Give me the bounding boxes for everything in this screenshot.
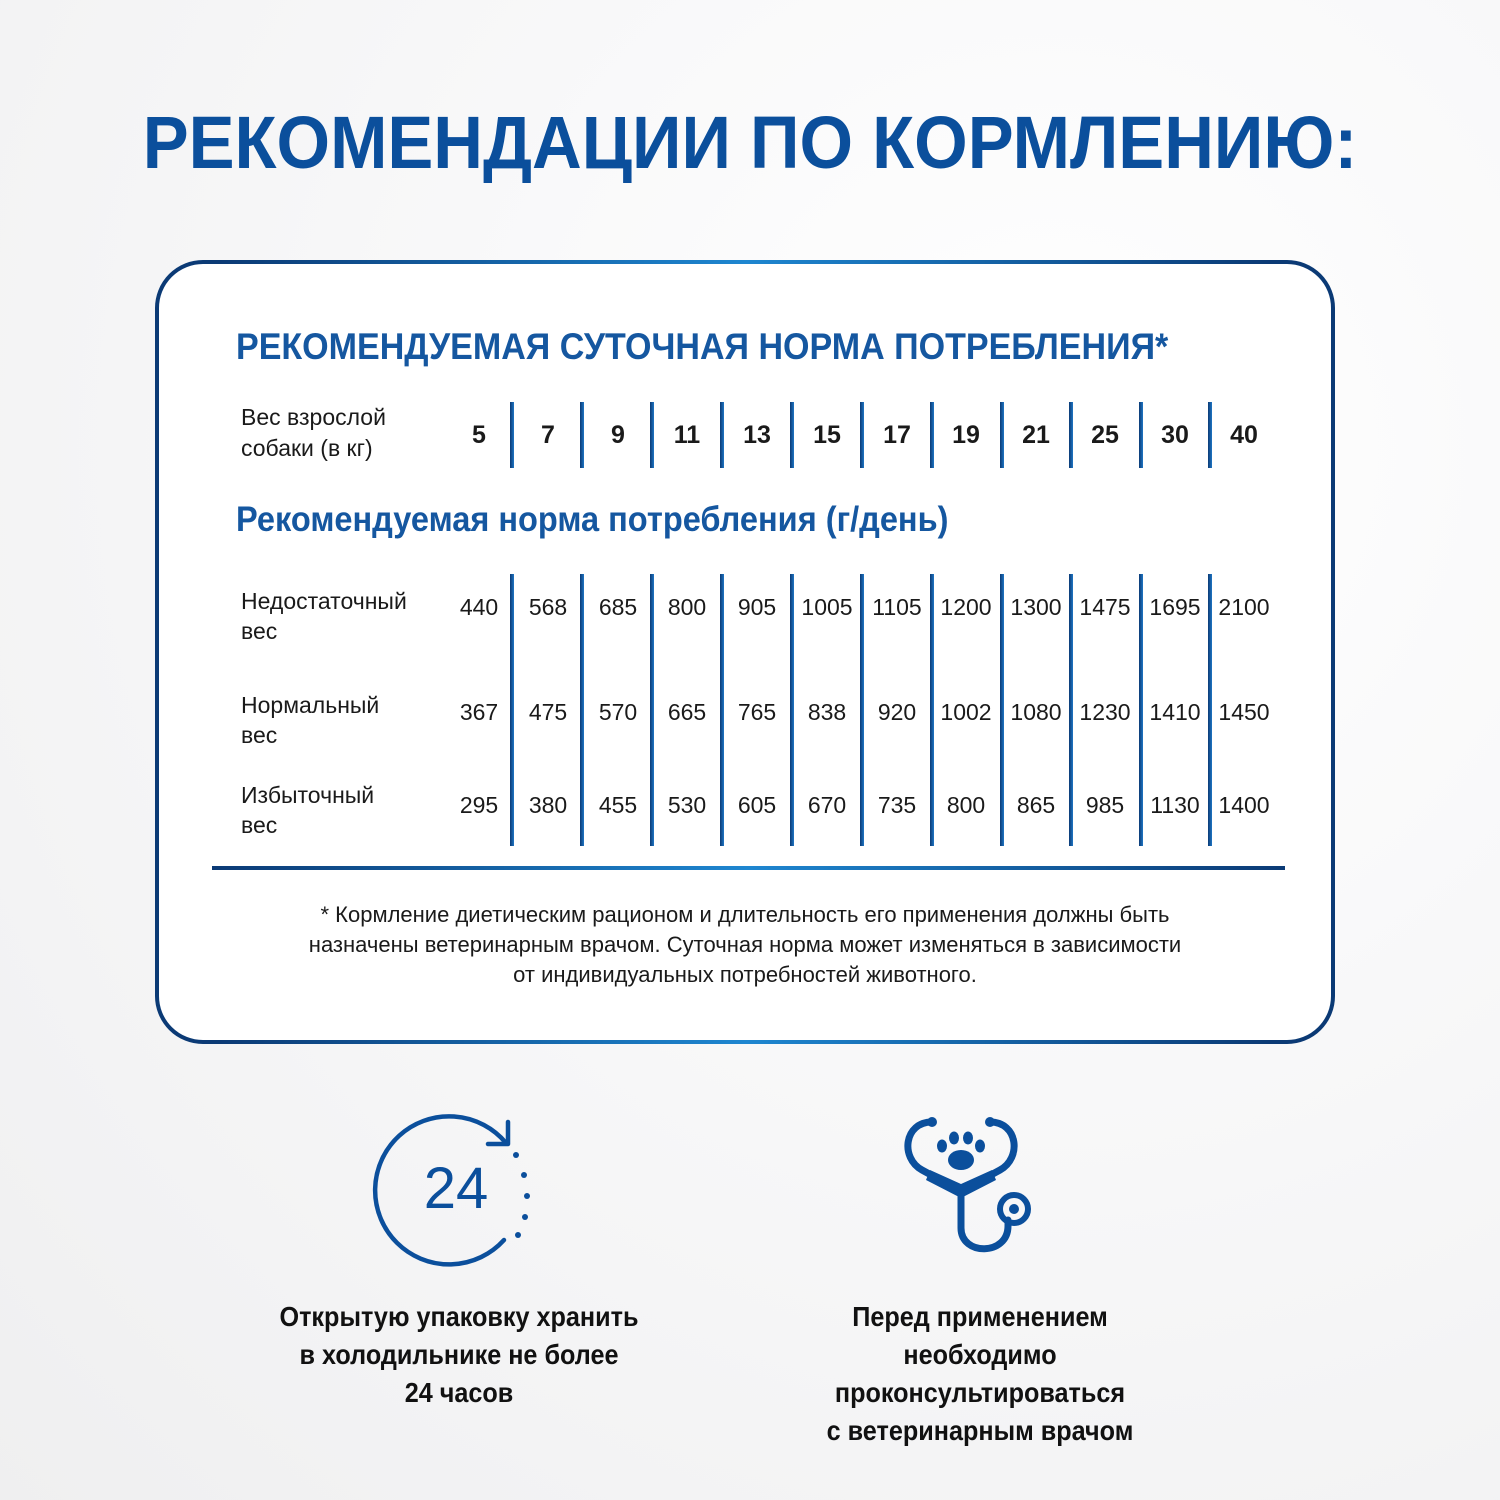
intake-cell: 735 [877,792,917,818]
footnote-line: от индивидуальных потребностей животного. [513,962,977,987]
footnote-line: * Кормление диетическим рационом и длительность его применения должны быть [320,902,1170,927]
row-label-line: вес [241,812,278,838]
intake-cell: 905 [737,594,777,620]
column-separator [790,574,794,846]
weight-cell: 21 [1022,421,1050,449]
intake-cell: 530 [667,792,707,818]
weight-cell: 15 [813,421,841,449]
page-title: РЕКОМЕНДАЦИИ ПО КОРМЛЕНИЮ: [142,101,1358,184]
column-separator [510,574,514,846]
column-separator [1208,402,1212,468]
column-separator [1000,574,1004,846]
stethoscope-paw-icon [900,1108,1040,1258]
intake-cell: 475 [528,699,568,725]
weight-cell: 25 [1091,421,1119,449]
intake-cell: 568 [528,594,568,620]
column-separator [790,402,794,468]
column-separator [580,574,584,846]
row-label [241,586,407,646]
caption-line: 24 часов [404,1377,514,1408]
column-separator [720,574,724,846]
column-separator [860,402,864,468]
row-label-line: вес [241,722,278,748]
intake-cell: 1300 [1010,594,1062,620]
column-separator [930,402,934,468]
column-separator [510,402,514,468]
intake-cell: 685 [598,594,638,620]
column-separator [1000,402,1004,468]
column-separator [1069,402,1073,468]
intake-cell: 1200 [940,594,992,620]
column-separator [650,402,654,468]
card-title: РЕКОМЕНДУЕМАЯ СУТОЧНАЯ НОРМА ПОТРЕБЛЕНИЯ* [236,326,1169,367]
footnote-line: назначены ветеринарным врачом. Суточная норма может изменяться в зависимости [308,932,1182,957]
weight-cell: 17 [883,421,911,449]
intake-cell: 1400 [1218,792,1270,818]
weight-cell: 7 [541,421,555,449]
column-separator [650,574,654,846]
intake-cell: 765 [737,699,777,725]
column-separator [580,402,584,468]
column-separator [1139,574,1143,846]
intake-cell: 1130 [1150,792,1200,818]
intake-cell: 1080 [1010,699,1062,725]
weight-cell: 40 [1230,421,1258,449]
intake-cell: 440 [459,594,499,620]
weight-row-label [241,402,386,464]
intake-cell: 1450 [1218,699,1270,725]
intake-cell: 1105 [872,594,922,620]
24-hours-icon [372,1108,542,1268]
intake-cell: 1005 [801,594,853,620]
intake-cell: 865 [1016,792,1056,818]
weight-cell: 19 [952,421,980,449]
intake-cell: 1230 [1079,699,1131,725]
weight-cell: 30 [1161,421,1189,449]
column-separator [720,402,724,468]
intake-cell: 605 [737,792,777,818]
weight-cell: 11 [673,421,701,449]
feeding-table-card [155,260,1335,1044]
intake-cell: 2100 [1218,594,1270,620]
intake-cell: 838 [807,699,847,725]
caption-line: проконсультироваться [834,1377,1126,1408]
intake-cell: 1695 [1149,594,1201,620]
column-separator [930,574,934,846]
intake-cell: 295 [459,792,499,818]
caption-line: в холодильнике не более [299,1339,619,1370]
weight-cell: 13 [743,421,771,449]
row-label-line: Недостаточный [241,588,407,614]
weight-cell: 5 [472,421,486,449]
row-label [241,690,379,750]
intake-cell: 1002 [940,699,992,725]
intake-cell: 367 [459,699,499,725]
intake-cell: 920 [877,699,917,725]
caption-line: Открытую упаковку хранить [279,1301,639,1332]
intake-cell: 380 [528,792,568,818]
footnote [199,900,1291,990]
column-separator [1069,574,1073,846]
weight-label-line: Вес взрослой [241,404,386,430]
storage-caption [252,1298,666,1412]
weight-cell: 9 [611,421,625,449]
caption-line: Перед применением необходимо [852,1301,1108,1370]
intake-cell: 985 [1085,792,1125,818]
column-separator [1208,574,1212,846]
row-label [241,780,374,840]
column-separator [860,574,864,846]
svg-text:24: 24 [423,1156,489,1221]
column-separator [1139,402,1143,468]
row-label-line: Избыточный [241,782,375,808]
row-label-line: Нормальный [241,692,380,718]
caption-line: с ветеринарным врачом [826,1415,1134,1446]
intake-cell: 570 [598,699,638,725]
vet-consult-caption [773,1298,1187,1450]
intake-cell: 1475 [1079,594,1131,620]
intake-cell: 665 [667,699,707,725]
intake-cell: 670 [807,792,847,818]
row-label-line: вес [241,618,278,644]
intake-cell: 1410 [1149,699,1201,725]
intake-cell: 800 [946,792,986,818]
table-divider [212,866,1285,870]
intake-cell: 455 [598,792,638,818]
intake-cell: 800 [667,594,707,620]
weight-label-line: собаки (в кг) [241,435,373,461]
section-title: Рекомендуемая норма потребления (г/день) [236,500,949,539]
